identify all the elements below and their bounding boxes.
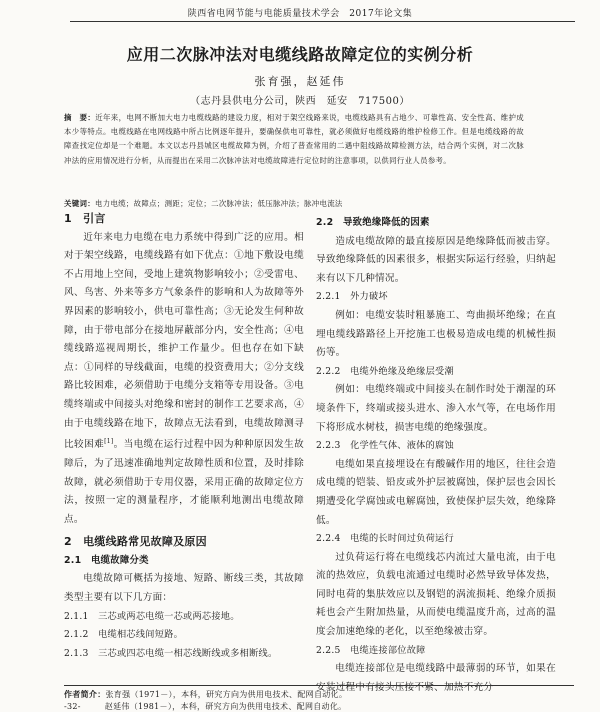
section-2-2-paragraph: 造成电缆故障的最直接原因是绝缘降低而被击穿。导致绝缘降低的因素很多，根据实际运行经验，归纳起来有以下几种情况。 [316, 235, 556, 284]
item-2-2-2-text: 例如：电缆终端或中间接头在制作时处于潮湿的环境条件下，终端或接头进水、渗入水气等，在电场作用下将形成水树枝，损害电缆的绝缘强度。 [316, 384, 556, 433]
abstract-text: 近年来，电网不断加大电力电缆线路的建设力度，相对于架空线路来说，电缆线路具有占地少、可靠性高、安全性高、维护成本少等特点。电缆线路在电网线路中所占比例逐年提升，要确保供电可靠性，就必须做好电缆线路的维护检修工作。但是电缆线路的故障查找定位却是一个难题。本文以志丹县城区电缆故障为例，介绍了普查常用的二遇中阻线路故障检测方法，结合两个实例，对二次脉冲法的应用情况进行分析，从而提出在采用二次脉冲法对电缆故障进行定位时的注意事项，以供同行业人员参考。 [64, 113, 524, 165]
affiliation: （志丹县供电分公司，陕西 延安 717500） [190, 96, 410, 107]
right-column [316, 214, 556, 697]
citation: [1] [104, 438, 114, 446]
section-1-heading: 1 引言 [64, 212, 106, 225]
item-2-2-5: 2.2.5 电缆连接部位故障 [316, 644, 426, 656]
abstract-label: 摘 要： [64, 113, 96, 122]
left-column [64, 210, 304, 663]
section-2-1-heading: 2.1 电缆故障分类 [64, 554, 149, 566]
footnote-author-1-text: 张育强（1971－），本科，研究方向为供用电技术、配网自动化。 [105, 690, 348, 699]
section-2-1-paragraph: 电缆故障可概括为接地、短路、断线三类，其故障类型主要有以下几方面： [64, 573, 304, 604]
page-number: -32- [64, 702, 81, 711]
footnote-author-2 [64, 701, 346, 712]
footnote-label: 作者简介： [64, 690, 106, 699]
footnote-author-2-text: 赵延伟（1981－），本科，研究方向为供用电技术、配网自动化。 [104, 702, 347, 711]
keywords-label: 关键词： [64, 199, 95, 208]
item-2-2-4-text: 过负荷运行将在电缆线芯内流过大量电流，由于电流的热效应，负载电流通过电缆时必然导致导体发热，同时电荷的集肤效应以及钢铠的涡流损耗、绝缘介质损耗也会产生附加热量，从而使电缆温度升高，过高的温度会加速绝缘的老化，以至绝缘被击穿。 [316, 551, 556, 638]
paper-title: 应用二次脉冲法对电缆线路故障定位的实例分析 [126, 45, 474, 64]
section-1-text-cont: 。当电缆在运行过程中因为种种原因发生故障后，为了迅速准确地判定故障性质和位置，及时排除故障，就必须借助于专用仪器，采用正确的故障定位方法，按照一定的测量程序，才能顺利地测出电缆故障点。 [64, 439, 305, 525]
item-2-2-4: 2.2.4 电缆的长时间过负荷运行 [316, 533, 454, 545]
item-2-2-1: 2.2.1 外力破坏 [316, 291, 388, 303]
item-2-2-2: 2.2.2 电缆外绝缘及绝缘层受潮 [316, 365, 454, 377]
item-2-2-3-text: 电缆如果直接埋设在有酸碱作用的地区，往往会造成电缆的铠装、铅皮或外护层被腐蚀，保护层也会因长期遭受化学腐蚀或电解腐蚀，致使保护层失效，绝缘降低。 [316, 458, 556, 526]
item-2-2-3: 2.2.3 化学性气体、液体的腐蚀 [316, 440, 454, 452]
running-header: 陕西省电网节能与电能质量技术学会 2017年论文集 [187, 9, 413, 19]
keywords-text: 电力电缆；故障点；测距；定位；二次脉冲法；低压脉冲法；脉冲电流法 [94, 199, 343, 208]
header-rule [70, 21, 575, 22]
footnote-author-1 [64, 689, 347, 700]
section-2-2-heading: 2.2 导致绝缘降低的因素 [316, 217, 430, 228]
item-2-1-3: 2.1.3 三芯或四芯电缆一相芯线断线或多相断线。 [64, 647, 278, 659]
section-1-text: 近年来电力电缆在电力系统中得到广泛的应用。相对于架空线路，电缆线路有如下优点：①地下敷设电缆不占用地上空间，受地上建筑物影响较小；②受雷电、风、鸟害、外来等多方气象条件的影响和人为故障等外界因素的影响较小，供电可靠性高；③无论发生何种故障，由于带电部分在接地屏蔽部分内，安全性高；④电缆线路巡视周期长，维护工作量少。但也存在如下缺点：①同样的导线截面，电缆的投资费用大；②分支线路比较困难，必须借助于电缆分支箱等专用设备。③电缆终端或中间接头对绝缘和密封的制作工艺要求高，④由于电缆线路在地下，故障点无法看到，电缆故障测寻比较困难 [64, 231, 304, 451]
item-2-2-1-text: 例如：电缆安装时粗暴施工、弯曲损坏绝缘；在直埋电缆线路路径上开挖施工也极易造成电缆的机械性损伤等。 [316, 309, 556, 359]
keywords [64, 198, 534, 209]
item-2-2-5-text: 电缆连接部位是电缆线路中最薄弱的环节，如果在安装过程中有接头压接不紧、加热不充分 [316, 663, 556, 693]
item-2-1-1: 2.1.1 三芯或两芯电缆一芯或两芯接地。 [64, 610, 240, 622]
item-2-1-2: 2.1.2 电缆相芯线间短路。 [64, 629, 184, 641]
footnote-rule [64, 685, 574, 686]
section-2-heading: 2 电缆线路常见故障及原因 [64, 535, 207, 549]
abstract [64, 111, 524, 168]
authors: 张育强，赵延伟 [254, 75, 346, 88]
section-1-paragraph [64, 229, 304, 530]
